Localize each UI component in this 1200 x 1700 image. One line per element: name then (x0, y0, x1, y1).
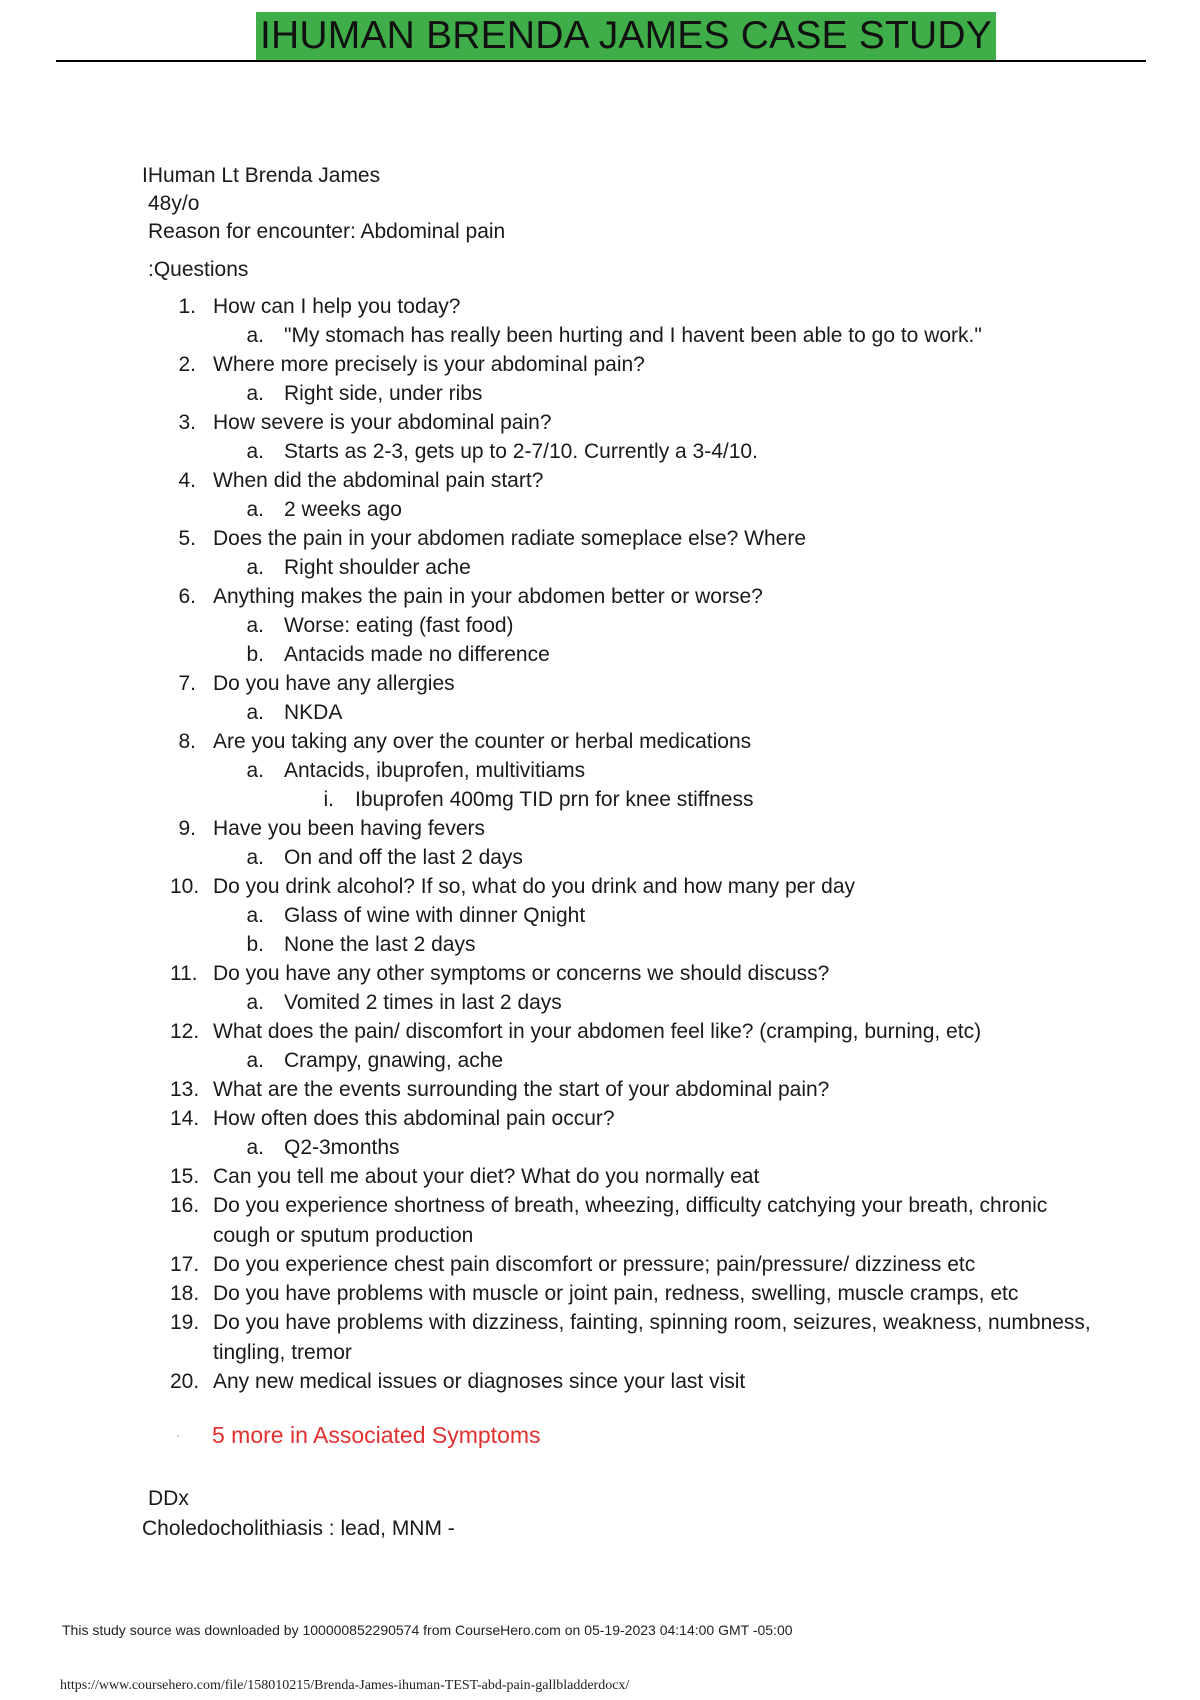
question-number: 2. (178, 353, 196, 376)
answer-row (0, 1046, 1200, 1075)
answer-row (0, 611, 1200, 640)
answer-row (0, 379, 1200, 408)
question-text: Any new medical issues or diagnoses since your last visit (213, 1370, 746, 1393)
answer-text: None the last 2 days (284, 933, 476, 956)
patient-name: IHuman Lt Brenda James (142, 164, 381, 187)
answer-text: Glass of wine with dinner Qnight (284, 904, 586, 927)
answer-text: Right shoulder ache (284, 556, 471, 579)
question-row (0, 1250, 1200, 1279)
answer-text: Starts as 2-3, gets up to 2-7/10. Currently a 3-4/10. (284, 440, 758, 463)
questions-list (0, 292, 1200, 1396)
question-number: 7. (178, 672, 196, 695)
answer-marker: a. (246, 324, 264, 347)
sub-answer-marker: i. (323, 788, 334, 811)
answer-row (0, 988, 1200, 1017)
question-row (0, 1104, 1200, 1133)
answer-marker: a. (246, 556, 264, 579)
question-row (0, 1279, 1200, 1308)
question-row (0, 524, 1200, 553)
question-text: How severe is your abdominal pain? (213, 411, 552, 434)
associated-symptoms-link[interactable]: 5 more in Associated Symptoms (212, 1422, 541, 1448)
question-number: 11. (170, 962, 198, 985)
answer-text: Q2-3months (284, 1136, 400, 1159)
answer-row (0, 437, 1200, 466)
answer-marker: b. (246, 933, 264, 956)
question-text: How often does this abdominal pain occur? (213, 1107, 615, 1130)
question-text: When did the abdominal pain start? (213, 469, 544, 492)
question-number: 3. (178, 411, 196, 434)
question-number: 12. (170, 1020, 200, 1043)
answer-text: Antacids made no difference (284, 643, 550, 666)
answer-row (0, 495, 1200, 524)
question-row (0, 1308, 1200, 1367)
ddx-label: DDx (148, 1487, 189, 1510)
sub-answer-row (0, 785, 1200, 814)
source-notice: This study source was downloaded by 100000852290574 from CourseHero.com on 05-19-2023 04:14:00 GMT -05:00 (62, 1622, 793, 1638)
question-text: What does the pain/ discomfort in your abdomen feel like? (cramping, burning, etc) (213, 1020, 982, 1043)
answer-text: On and off the last 2 days (284, 846, 523, 869)
question-text: Do you experience shortness of breath, wheezing, difficulty catchying your breath, chronic cough or sputum production (213, 1194, 1048, 1247)
question-number: 18. (170, 1282, 200, 1305)
answer-text: Right side, under ribs (284, 382, 483, 405)
sub-answer-text: Ibuprofen 400mg TID prn for knee stiffness (355, 788, 754, 811)
question-row (0, 1367, 1200, 1396)
bullet-dot: · (176, 1428, 180, 1442)
question-text: Do you have problems with muscle or joint pain, redness, swelling, muscle cramps, etc (213, 1282, 1019, 1305)
answer-marker: a. (246, 1049, 264, 1072)
question-number: 4. (178, 469, 196, 492)
title-wrap (0, 12, 1200, 60)
answer-marker: a. (246, 498, 264, 521)
answer-marker: a. (246, 846, 264, 869)
question-text: Can you tell me about your diet? What do you normally eat (213, 1165, 760, 1188)
answer-marker: a. (246, 440, 264, 463)
question-text: Do you have any other symptoms or concerns we should discuss? (213, 962, 830, 985)
questions-heading: :Questions (148, 258, 249, 281)
question-row (0, 1075, 1200, 1104)
answer-text: NKDA (284, 701, 343, 724)
question-text: Anything makes the pain in your abdomen better or worse? (213, 585, 763, 608)
answer-marker: a. (246, 991, 264, 1014)
answer-row (0, 553, 1200, 582)
question-row (0, 1017, 1200, 1046)
question-row (0, 669, 1200, 698)
question-row (0, 1162, 1200, 1191)
answer-marker: a. (246, 759, 264, 782)
title-divider (56, 60, 1146, 62)
question-number: 19. (170, 1311, 200, 1334)
question-number: 5. (178, 527, 196, 550)
question-text: Have you been having fevers (213, 817, 486, 840)
question-number: 1. (178, 295, 196, 318)
answer-row (0, 1133, 1200, 1162)
question-number: 6. (178, 585, 196, 608)
encounter-reason: Reason for encounter: Abdominal pain (148, 220, 506, 243)
question-number: 8. (178, 730, 196, 753)
question-text: What are the events surrounding the start of your abdominal pain? (213, 1078, 830, 1101)
question-number: 20. (170, 1370, 200, 1393)
answer-row (0, 698, 1200, 727)
question-number: 17. (170, 1253, 200, 1276)
question-row (0, 408, 1200, 437)
answer-text: Worse: eating (fast food) (284, 614, 514, 637)
answer-row (0, 930, 1200, 959)
question-row (0, 959, 1200, 988)
patient-age: 48y/o (148, 192, 200, 215)
question-text: Does the pain in your abdomen radiate someplace else? Where (213, 527, 807, 550)
document-title: IHUMAN BRENDA JAMES CASE STUDY (256, 12, 996, 60)
question-text: Do you have problems with dizziness, fainting, spinning room, seizures, weakness, numbness, tingling, tremor (213, 1311, 1091, 1364)
answer-row (0, 321, 1200, 350)
question-text: How can I help you today? (213, 295, 461, 318)
answer-row (0, 843, 1200, 872)
answer-row (0, 640, 1200, 669)
answer-text: Vomited 2 times in last 2 days (284, 991, 562, 1014)
ddx-section (142, 1484, 455, 1544)
question-text: Are you taking any over the counter or herbal medications (213, 730, 752, 753)
ddx-entry: Choledocholithiasis : lead, MNM - (142, 1517, 455, 1540)
answer-text: Crampy, gnawing, ache (284, 1049, 504, 1072)
question-number: 14. (170, 1107, 200, 1130)
question-number: 13. (170, 1078, 200, 1101)
question-number: 9. (178, 817, 196, 840)
question-row (0, 582, 1200, 611)
answer-marker: a. (246, 614, 264, 637)
question-row (0, 1191, 1200, 1250)
answer-text: "My stomach has really been hurting and I havent been able to go to work." (284, 324, 982, 347)
question-number: 15. (170, 1165, 200, 1188)
question-row (0, 727, 1200, 756)
question-row (0, 814, 1200, 843)
question-row (0, 292, 1200, 321)
question-text: Where more precisely is your abdominal pain? (213, 353, 645, 376)
question-row (0, 872, 1200, 901)
source-url[interactable]: https://www.coursehero.com/file/158010215/Brenda-James-ihuman-TEST-abd-pain-gallbladderdocx/ (60, 1678, 630, 1693)
answer-marker: b. (246, 643, 264, 666)
question-number: 10. (170, 875, 200, 898)
answer-text: Antacids, ibuprofen, multivitiams (284, 759, 586, 782)
answer-marker: a. (246, 701, 264, 724)
answer-row (0, 901, 1200, 930)
answer-marker: a. (246, 904, 264, 927)
patient-header (142, 162, 505, 284)
question-number: 16. (170, 1194, 200, 1217)
question-row (0, 350, 1200, 379)
answer-marker: a. (246, 1136, 264, 1159)
question-text: Do you have any allergies (213, 672, 455, 695)
answer-marker: a. (246, 382, 264, 405)
question-text: Do you experience chest pain discomfort or pressure; pain/pressure/ dizziness etc (213, 1253, 976, 1276)
answer-row (0, 756, 1200, 785)
question-text: Do you drink alcohol? If so, what do you drink and how many per day (213, 875, 856, 898)
answer-text: 2 weeks ago (284, 498, 402, 521)
question-row (0, 466, 1200, 495)
